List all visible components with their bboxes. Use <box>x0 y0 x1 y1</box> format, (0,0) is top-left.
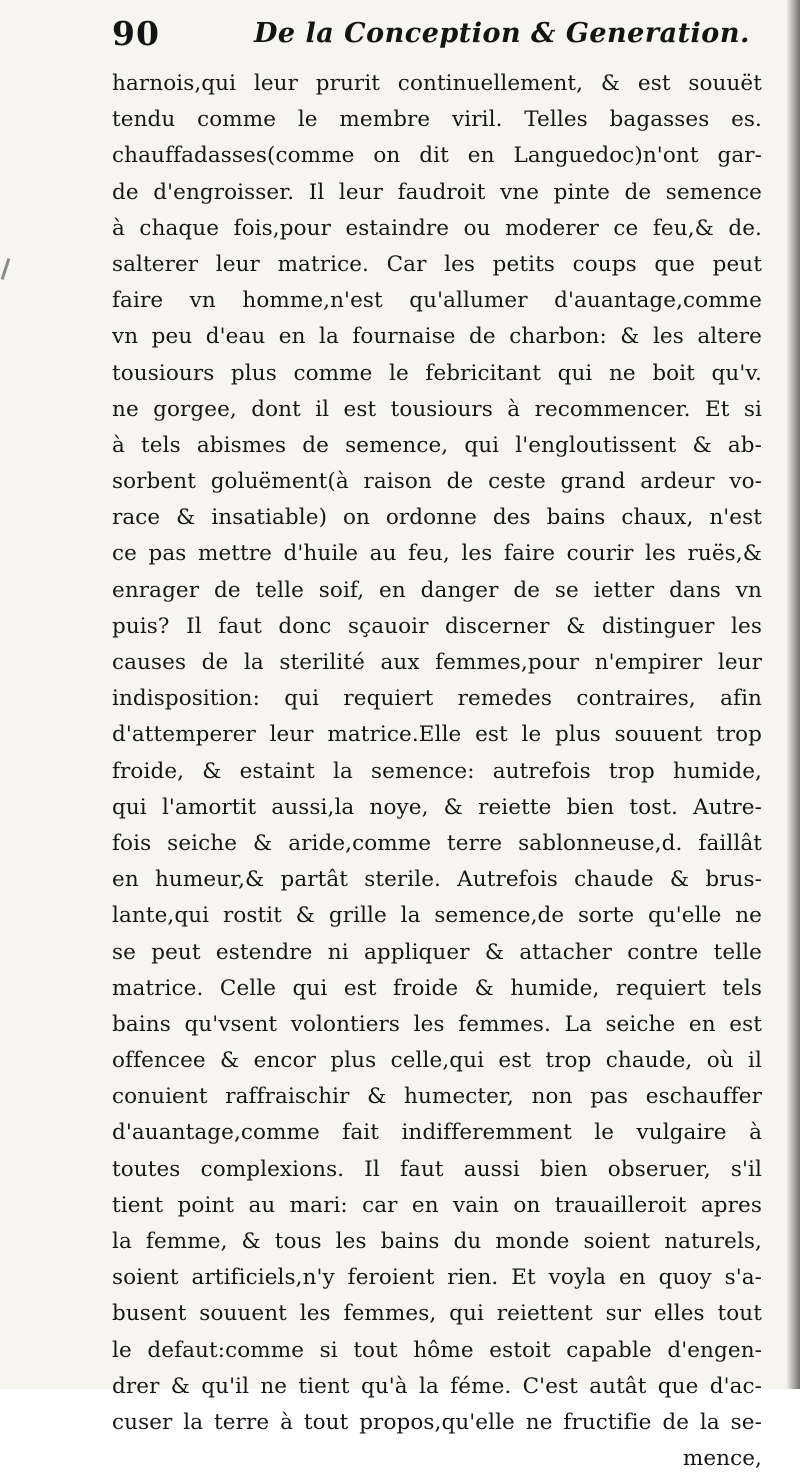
page-edge-shadow <box>786 0 800 1389</box>
text-line: harnois,qui leur prurit continuellement, & est souuët <box>112 71 762 96</box>
text-line: tendu comme le membre viril. Telles bagasses es. <box>112 107 762 133</box>
text-line: indisposition: qui requiert remedes contraires, afin <box>112 686 762 712</box>
page-number: 90 <box>112 14 160 53</box>
text-line: tousiours plus comme le febricitant qui ne boit qu'v. <box>112 360 762 386</box>
text-line: à chaque fois,pour estaindre ou moderer ce feu,& de. <box>112 215 762 241</box>
text-line: offencee & encor plus celle,qui est trop chaude, où il <box>112 1048 762 1074</box>
text-line: race & insatiable) on ordonne des bains chaux, n'est <box>112 505 762 531</box>
text-line: ne gorgee, dont il est tousiours à recommencer. Et si <box>112 396 762 422</box>
text-line: causes de la sterilité aux femmes,pour n'empirer leur <box>112 650 762 675</box>
text-line: bains qu'vsent volontiers les femmes. La seiche en est <box>112 1011 762 1037</box>
text-line: le defaut:comme si tout hôme estoit capable d'engen- <box>112 1337 762 1363</box>
text-line: d'attemperer leur matrice.Elle est le plus souuent trop <box>112 722 762 748</box>
text-line: la femme, & tous les bains du monde soient naturels, <box>112 1229 762 1254</box>
text-line: fois seiche & aride,comme terre sablonneuse,d. faillât <box>112 830 762 856</box>
text-line: faire vn homme,n'est qu'allumer d'auantage,comme <box>112 288 762 314</box>
text-line: chauffadasses(comme on dit en Languedoc)n'ont gar- <box>112 143 762 169</box>
text-line: se peut estendre ni appliquer & attacher contre telle <box>112 939 762 965</box>
text-line: ce pas mettre d'huile au feu, les faire courir les ruës,& <box>112 541 762 567</box>
text-line: qui l'amortit aussi,la noye, & reiette bien tost. Autre- <box>112 794 762 820</box>
text-line: drer & qu'il ne tient qu'à la féme. C'est autât que d'ac- <box>112 1373 762 1399</box>
text-line: lante,qui rostit & grille la semence,de sorte qu'elle ne <box>112 903 762 929</box>
running-title: De la Conception & Generation. <box>254 18 750 49</box>
text-line: froide, & estaint la semence: autrefois trop humide, <box>112 758 762 784</box>
text-line: salterer leur matrice. Car les petits coups que peut <box>112 251 762 277</box>
text-line: de d'engroisser. Il leur faudroit vne pinte de semence <box>112 179 762 205</box>
text-line: enrager de telle soif, en danger de se ietter dans vn <box>112 577 762 603</box>
margin-mark <box>1 258 11 280</box>
text-line: d'auantage,comme fait indifferemment le vulgaire à <box>112 1120 762 1146</box>
text-line: conuient raffraischir & humecter, non pas eschauffer <box>112 1084 762 1110</box>
text-line: cuser la terre à tout propos,qu'elle ne fructifie de la se- <box>112 1409 762 1435</box>
text-line: vn peu d'eau en la fournaise de charbon: & les altere <box>112 324 762 350</box>
text-line: tient point au mari: car en vain on trauailleroit apres <box>112 1192 762 1218</box>
text-line: à tels abismes de semence, qui l'engloutissent & ab- <box>112 432 762 458</box>
text-line: sorbent goluëment(à raison de ceste grand ardeur vo- <box>112 469 762 495</box>
text-line: puis? Il faut donc sçauoir discerner & distinguer les <box>112 613 762 639</box>
text-line: busent souuent les femmes, qui reiettent sur elles tout <box>112 1301 762 1327</box>
text-line: toutes complexions. Il faut aussi bien obseruer, s'il <box>112 1156 762 1182</box>
text-line: soient artificiels,n'y feroient rien. Et voyla en quoy s'a- <box>112 1265 762 1291</box>
text-line: matrice. Celle qui est froide & humide, requiert tels <box>112 975 762 1001</box>
page-header <box>112 14 750 58</box>
catchword: mence, <box>682 1446 762 1472</box>
body-text <box>112 66 762 1477</box>
text-line: en humeur,& partât sterile. Autrefois chaude & brus- <box>112 867 762 893</box>
